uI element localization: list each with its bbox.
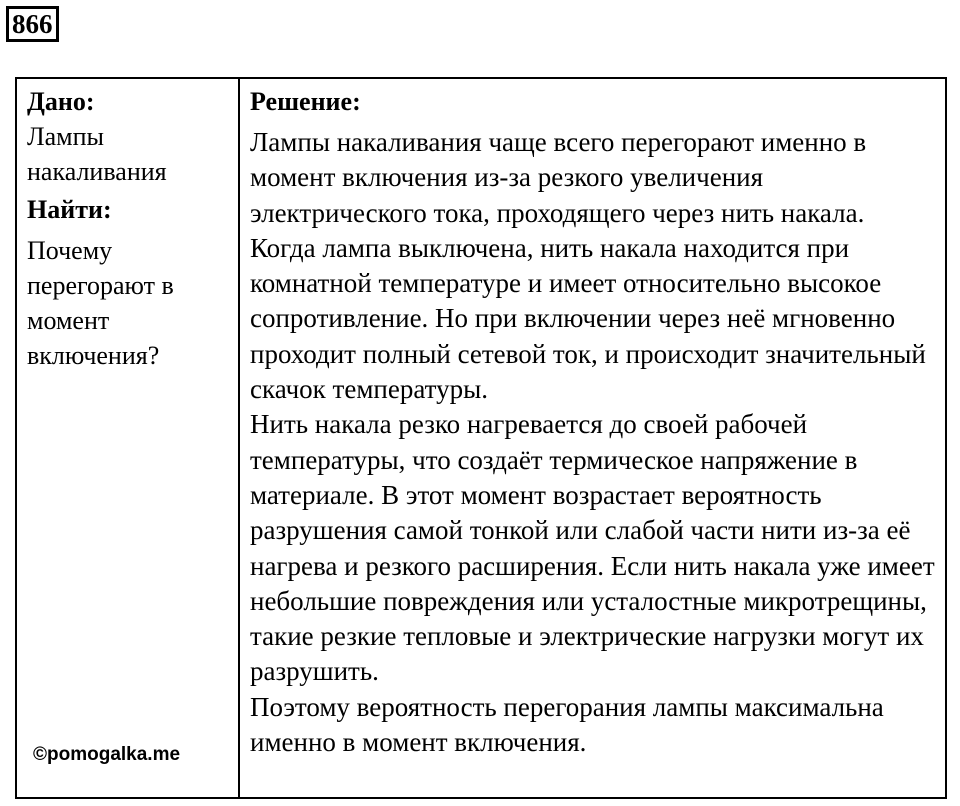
solution-heading: Решение:	[250, 87, 361, 116]
find-text: Почему перегорают в момент включения?	[27, 236, 174, 370]
solution-paragraph: Нить накала резко нагревается до своей рабочей температуры, что создаёт термическое напряжение в материале. В этот момент возрастает вероятность разрушения самой тонкой или слабой части нити из-за её нагрева и резкого расширения. Если нить накала уже имеет небольшие повреждения или усталостные микротрещины, такие резкие тепловые и электрические нагрузки могут их разрушить.	[250, 409, 935, 687]
watermark: ©pomogalka.me	[33, 744, 181, 765]
solution-column	[240, 79, 945, 797]
solution-table	[15, 77, 947, 799]
problem-number: 866	[6, 6, 59, 42]
solution-paragraph: Лампы накаливания чаще всего перегорают именно в момент включения из-за резкого увеличения электрического тока, проходящего через нить накала. Когда лампа выключена, нить накала находится при комнатной температуре и имеет относительно высокое сопротивление. Но при включении через неё мгновенно проходит полный сетевой ток, и происходит значительный скачок температуры.	[250, 127, 926, 405]
given-heading: Дано:	[27, 87, 95, 116]
given-text: Лампы накаливания	[27, 122, 167, 186]
given-column	[17, 79, 240, 797]
solution-paragraph: Поэтому вероятность перегорания лампы максимальна именно в момент включения.	[250, 691, 884, 758]
find-heading: Найти:	[27, 195, 112, 224]
